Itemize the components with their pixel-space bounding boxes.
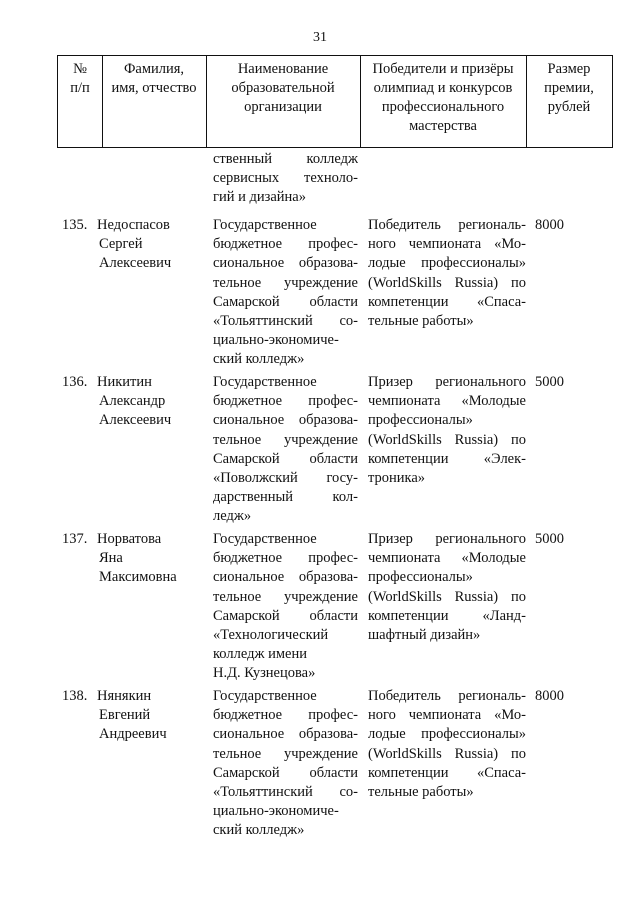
row-number: 138. [62,688,88,704]
prize-amount: 8000 [535,217,564,233]
person-name: Нянякин Евгений Андреевич [97,688,167,743]
prize-amount: 8000 [535,688,564,704]
winners-cell: Призер регионального чемпионата «Молодые профессионалы» (WorldSkills Russia) по компетенции «Элек- троника» [368,374,526,487]
person-name: Норватова Яна Максимовна [97,531,177,586]
org-cell: ственный колледж сервисных техноло- гий и дизайна» [213,151,358,206]
prize-amount: 5000 [535,531,564,547]
row-number: 137. [62,531,88,547]
winners-cell: Победитель региональ- ного чемпионата «Мо- лодые профессионалы» (WorldSkills Russia) по компетенции «Спаса- тельные работы» [368,688,526,801]
winners-cell: Победитель региональ- ного чемпионата «Мо- лодые профессионалы» (WorldSkills Russia) по компетенции «Спаса- тельные работы» [368,217,526,330]
page-number: 31 [313,30,327,45]
org-cell: Государственное бюджетное профес- сиональное образова- тельное учреждение Самарской области «Поволжский госу- дарственный кол- ледж» [213,374,358,525]
person-name: Недоспасов Сергей Алексеевич [97,217,172,272]
header-col-number: № п/п [70,61,90,96]
header-col-winners: Победители и призёры олимпиад и конкурсов профессионального мастерства [372,61,514,134]
org-cell: Государственное бюджетное профес- сиональное образова- тельное учреждение Самарской области «Технологический колледж имени Н.Д. Кузнецова» [213,531,358,682]
row-number: 136. [62,374,88,390]
org-cell: Государственное бюджетное профес- сиональное образова- тельное учреждение Самарской области «Тольяттинский со- циально-экономиче- ский колледж» [213,688,358,839]
table-header [57,55,613,148]
header-col-name: Фамилия, имя, отчество [111,61,197,96]
person-name: Никитин Александр Алексеевич [97,374,172,429]
prize-amount: 5000 [535,374,564,390]
org-cell: Государственное бюджетное профес- сиональное образова- тельное учреждение Самарской области «Тольяттинский со- циально-экономиче- ский колледж» [213,217,358,368]
header-col-organization: Наименование образовательной организации [231,61,335,115]
winners-cell: Призер регионального чемпионата «Молодые профессионалы» (WorldSkills Russia) по компетенции «Ланд- шафтный дизайн» [368,531,526,644]
header-col-prize: Размер премии, рублей [544,61,594,115]
row-number: 135. [62,217,88,233]
